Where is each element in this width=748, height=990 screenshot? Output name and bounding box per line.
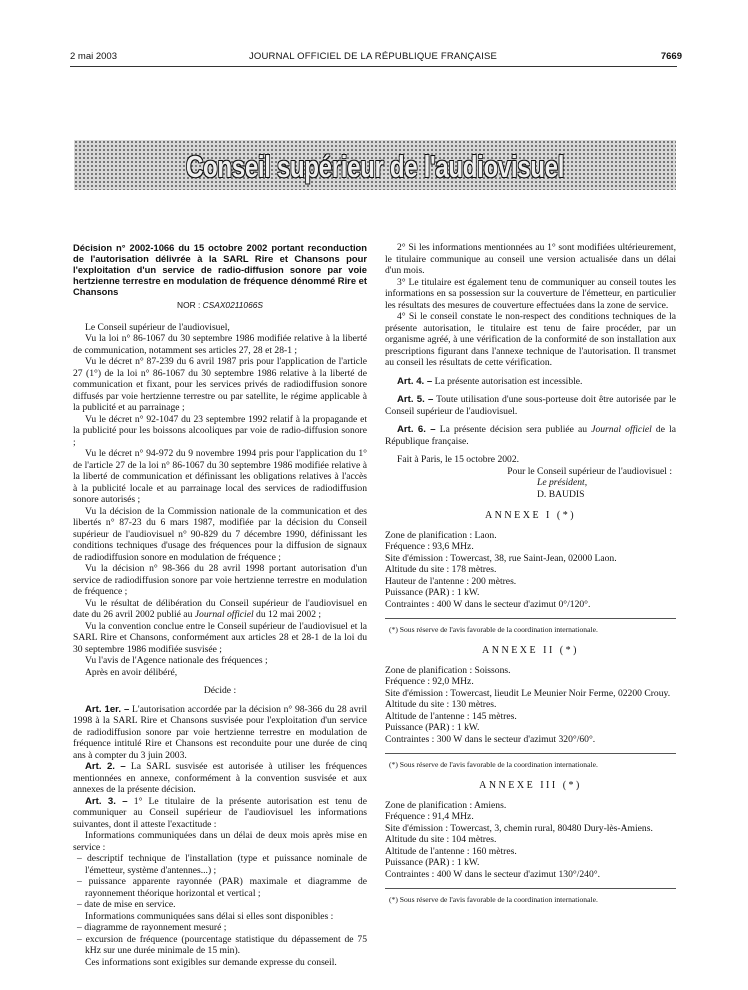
list-item: – excursion de fréquence (pourcentage statistique du dépassement de 75 kHz sur une durée minimale de 15 min). bbox=[77, 933, 367, 956]
annex-line: Puissance (PAR) : 1 kW. bbox=[385, 722, 480, 733]
journal-ref: Journal officiel bbox=[194, 609, 254, 620]
footnote-rule bbox=[385, 888, 676, 889]
paragraph: Informations communiquées sans délai si elles sont disponibles : bbox=[85, 910, 334, 922]
article-text: La SARL susvisée est autorisée à utiliser les fréquences mentionnées en annexe, conformément à la convention susvisée et aux annexes de la présente décision. bbox=[73, 761, 367, 795]
annex-line: Contraintes : 400 W dans le secteur d'azimut 130°/240°. bbox=[385, 868, 601, 880]
journal-title: JOURNAL OFFICIEL DE LA RÉPUBLIQUE FRANÇAISE bbox=[248, 51, 498, 62]
paragraph: Ces informations sont exigibles sur demande expresse du conseil. bbox=[85, 956, 337, 968]
annex-line: Altitude de l'antenne : 160 mètres. bbox=[385, 845, 517, 857]
left-column bbox=[73, 242, 367, 968]
annex-line: Fréquence : 92,0 MHz. bbox=[385, 676, 474, 687]
paragraph: Vu le décret n° 87-239 du 6 avril 1987 pris pour l'application de l'article 27 (1°) de la loi n° 86-1067 du 30 septembre 1986 relative à la liberté de communication et fixant, pour les services privés de radiodiffusion sonore diffusés par voie hertzienne terrestre ou par satellite, le régime applicable à la publicité et au parrainage ; bbox=[73, 356, 367, 413]
paragraph: Vu le décret n° 92-1047 du 23 septembre 1992 relatif à la propagande et la publicité pour les boissons alcooliques par voie de radio-diffusion sonore ; bbox=[73, 413, 367, 448]
paragraph bbox=[73, 598, 367, 621]
paragraph: Informations communiquées dans un délai de deux mois après mise en service : bbox=[73, 830, 367, 853]
article-label: Art. 2. – bbox=[85, 761, 126, 772]
paragraph: Vu la loi n° 86-1067 du 30 septembre 1986 modifiée relative à la liberté de communication, notamment ses articles 27, 28 et 28-1 ; bbox=[73, 333, 367, 356]
nor-value: CSAX0211066S bbox=[202, 300, 263, 310]
paragraph: 4° Si le conseil constate le non-respect des conditions techniques de la présente autorisation, le titulaire est tenu de faire procéder, par un organisme agréé, à une vérification de la conformité de son installation aux prescriptions figurant dans l'annexe technique de l'autorisation. Il transmet au conseil les résultats de cette vérification. bbox=[385, 311, 676, 368]
list-item: – date de mise en service. bbox=[77, 899, 176, 910]
nor-reference bbox=[73, 300, 367, 312]
annex-line: Contraintes : 400 W dans le secteur d'azimut 0°/120°. bbox=[385, 598, 591, 610]
signature-role bbox=[385, 477, 676, 489]
decide-heading: Décide : bbox=[203, 685, 237, 696]
annex-line: Zone de planification : Amiens. bbox=[385, 799, 507, 811]
signature-role-text: Le président, bbox=[537, 477, 588, 488]
article-3 bbox=[73, 796, 367, 831]
article-2 bbox=[73, 761, 367, 796]
section-banner bbox=[74, 140, 676, 190]
paragraph: 2° Si les informations mentionnées au 1° sont modifiées ultérieurement, le titulaire communique au conseil une version actualisée dans un délai d'un mois. bbox=[385, 242, 676, 276]
banner-title: Conseil supérieur de l'audiovisuel bbox=[185, 149, 565, 184]
article-label: Art. 6. – bbox=[397, 424, 436, 435]
paragraph: 3° Le titulaire est également tenu de communiquer au conseil toutes les informations en sa possession sur la couverture de l'émetteur, en particulier les résultats des mesures de couverture effectuées dans la zone de service. bbox=[385, 276, 676, 311]
paragraph: Vu la convention conclue entre le Conseil supérieur de l'audiovisuel et la SARL Rire et Chansons, conformément aux articles 28 et 28-1 de la loi du 30 septembre 1986 modifiée susvisée ; bbox=[73, 620, 367, 655]
article-text: La présente décision sera publiée au bbox=[435, 424, 592, 435]
annex-line: Hauteur de l'antenne : 200 mètres. bbox=[385, 575, 517, 587]
text: du 12 mai 2002 ; bbox=[253, 609, 322, 620]
annex-line: Zone de planification : Laon. bbox=[385, 529, 497, 541]
page-header bbox=[64, 51, 682, 65]
article-6 bbox=[385, 424, 676, 447]
signature-name: D. BAUDIS bbox=[537, 488, 585, 500]
journal-ref: Journal officiel bbox=[591, 424, 652, 435]
annex-line: Site d'émission : Towercast, 38, rue Saint-Jean, 02000 Laon. bbox=[385, 552, 617, 564]
annex-line: Altitude du site : 178 mètres. bbox=[385, 564, 497, 575]
annex-line: Altitude de l'antenne : 145 mètres. bbox=[385, 710, 517, 722]
footnote-rule bbox=[385, 753, 676, 754]
list-item: – descriptif technique de l'installation (type et puissance nominale de l'émetteur, système d'antennes...) ; bbox=[77, 853, 367, 876]
annex-line: Altitude du site : 130 mètres. bbox=[385, 699, 497, 710]
signature-line: Pour le Conseil supérieur de l'audiovisuel : bbox=[507, 465, 672, 477]
article-text: Toute utilisation d'une sous-porteuse doit être autorisée par le Conseil supérieur de l'audiovisuel. bbox=[385, 394, 676, 417]
annex-line: Fréquence : 91,4 MHz. bbox=[385, 811, 474, 822]
annex-line: Altitude du site : 104 mètres. bbox=[385, 834, 497, 845]
article-4 bbox=[385, 376, 676, 388]
annex-footnote: (*) Sous réserve de l'avis favorable de la coordination internationale. bbox=[389, 895, 598, 904]
article-label: Art. 1er. – bbox=[85, 703, 130, 715]
article-label: Art. 4. – bbox=[397, 375, 433, 387]
article-1 bbox=[73, 704, 367, 762]
annex-line: Puissance (PAR) : 1 kW. bbox=[385, 857, 480, 868]
article-text: 1° Le titulaire de la présente autorisation est tenu de communiquer au Conseil supérieur de l'audiovisuel les informations suivantes, dont il atteste l'exactitude : bbox=[73, 795, 367, 830]
right-column bbox=[385, 242, 676, 905]
list-item: – puissance apparente rayonnée (PAR) maximale et diagramme de rayonnement théorique horizontal et vertical ; bbox=[77, 876, 367, 899]
page-number: 7669 bbox=[660, 51, 682, 62]
annex-title: ANNEXE I (*) bbox=[484, 510, 577, 521]
annex-line: Fréquence : 93,6 MHz. bbox=[385, 541, 474, 552]
annex-title: ANNEXE III (*) bbox=[479, 780, 582, 791]
text: Vu le résultat de délibération du Conseil supérieur de l'audiovisuel en date du 26 avril 2002 publié au bbox=[73, 597, 367, 620]
article-5 bbox=[385, 394, 676, 417]
article-label: Art. 3. – bbox=[85, 795, 128, 807]
paragraph: Vu le décret n° 94-972 du 9 novembre 1994 pris pour l'application du 1° de l'article 27 de la loi n° 86-1067 du 30 septembre 1986 modifiée relative à la liberté de communication et définissant les obligations relatives à l'accès à la publicité locale et au parrainage local des services de radiodiffusion sonore autorisés ; bbox=[73, 448, 367, 505]
header-date: 2 mai 2003 bbox=[70, 51, 118, 62]
nor-label: NOR : bbox=[177, 300, 201, 310]
list-item: – diagramme de rayonnement mesuré ; bbox=[77, 922, 227, 933]
header-rule bbox=[70, 66, 677, 67]
article-label: Art. 5. – bbox=[397, 394, 434, 405]
article-text: de la République française. bbox=[385, 424, 676, 447]
annex-line: Zone de planification : Soissons. bbox=[385, 664, 511, 676]
paragraph: Après en avoir délibéré, bbox=[85, 666, 178, 678]
annex-line: Site d'émission : Towercast, lieudit Le Meunier Noir Ferme, 02200 Crouy. bbox=[385, 687, 671, 699]
footnote-rule bbox=[385, 618, 676, 619]
annex-title: ANNEXE II (*) bbox=[482, 645, 579, 656]
annex-line: Contraintes : 300 W dans le secteur d'azimut 320°/60°. bbox=[385, 733, 596, 745]
paragraph: Vu la décision de la Commission nationale de la communication et des libertés n° 87-23 du 6 mars 1987, modifiée par la décision du Conseil supérieur de l'audiovisuel n° 90-829 du 7 décembre 1990, définissant les conditions techniques d'usage des fréquences pour la diffusion de signaux de radiodiffusion sonore en modulation de fréquence ; bbox=[73, 505, 367, 563]
annex-line: Site d'émission : Towercast, 3, chemin rural, 80480 Dury-lès-Amiens. bbox=[385, 822, 653, 834]
article-text: La présente autorisation est incessible. bbox=[432, 375, 583, 387]
annex-footnote: (*) Sous réserve de l'avis favorable de la coordination internationale. bbox=[389, 760, 598, 769]
paragraph: Vu la décision n° 98-366 du 28 avril 1998 portant autorisation d'un service de radiodiffusion sonore par voie hertzienne terrestre en modulation de fréquence ; bbox=[73, 563, 367, 597]
signature-place-date: Fait à Paris, le 15 octobre 2002. bbox=[397, 454, 520, 465]
decision-title: Décision n° 2002-1066 du 15 octobre 2002 portant reconduction de l'autorisation délivrée à la SARL Rire et Chansons pour l'exploitation d'un service de radio-diffusion sonore par voie hertzienne terrestre en modulation de fréquence dénommé Rire et Chansons bbox=[73, 242, 367, 297]
annex-footnote: (*) Sous réserve de l'avis favorable de la coordination internationale. bbox=[389, 625, 598, 634]
paragraph: Vu l'avis de l'Agence nationale des fréquences ; bbox=[85, 655, 268, 666]
paragraph: Le Conseil supérieur de l'audiovisuel, bbox=[85, 321, 230, 333]
annex-line: Puissance (PAR) : 1 kW. bbox=[385, 587, 480, 598]
article-text: L'autorisation accordée par la décision n° 98-366 du 28 avril 1998 à la SARL Rire et Chansons susvisée pour l'exploitation d'un service de radiodiffusion sonore par voie hertzienne terrestre en modulation de fréquence intitulé Rire et Chansons est reconduite pour une durée de cinq ans à compter du 3 juin 2003. bbox=[73, 703, 367, 761]
